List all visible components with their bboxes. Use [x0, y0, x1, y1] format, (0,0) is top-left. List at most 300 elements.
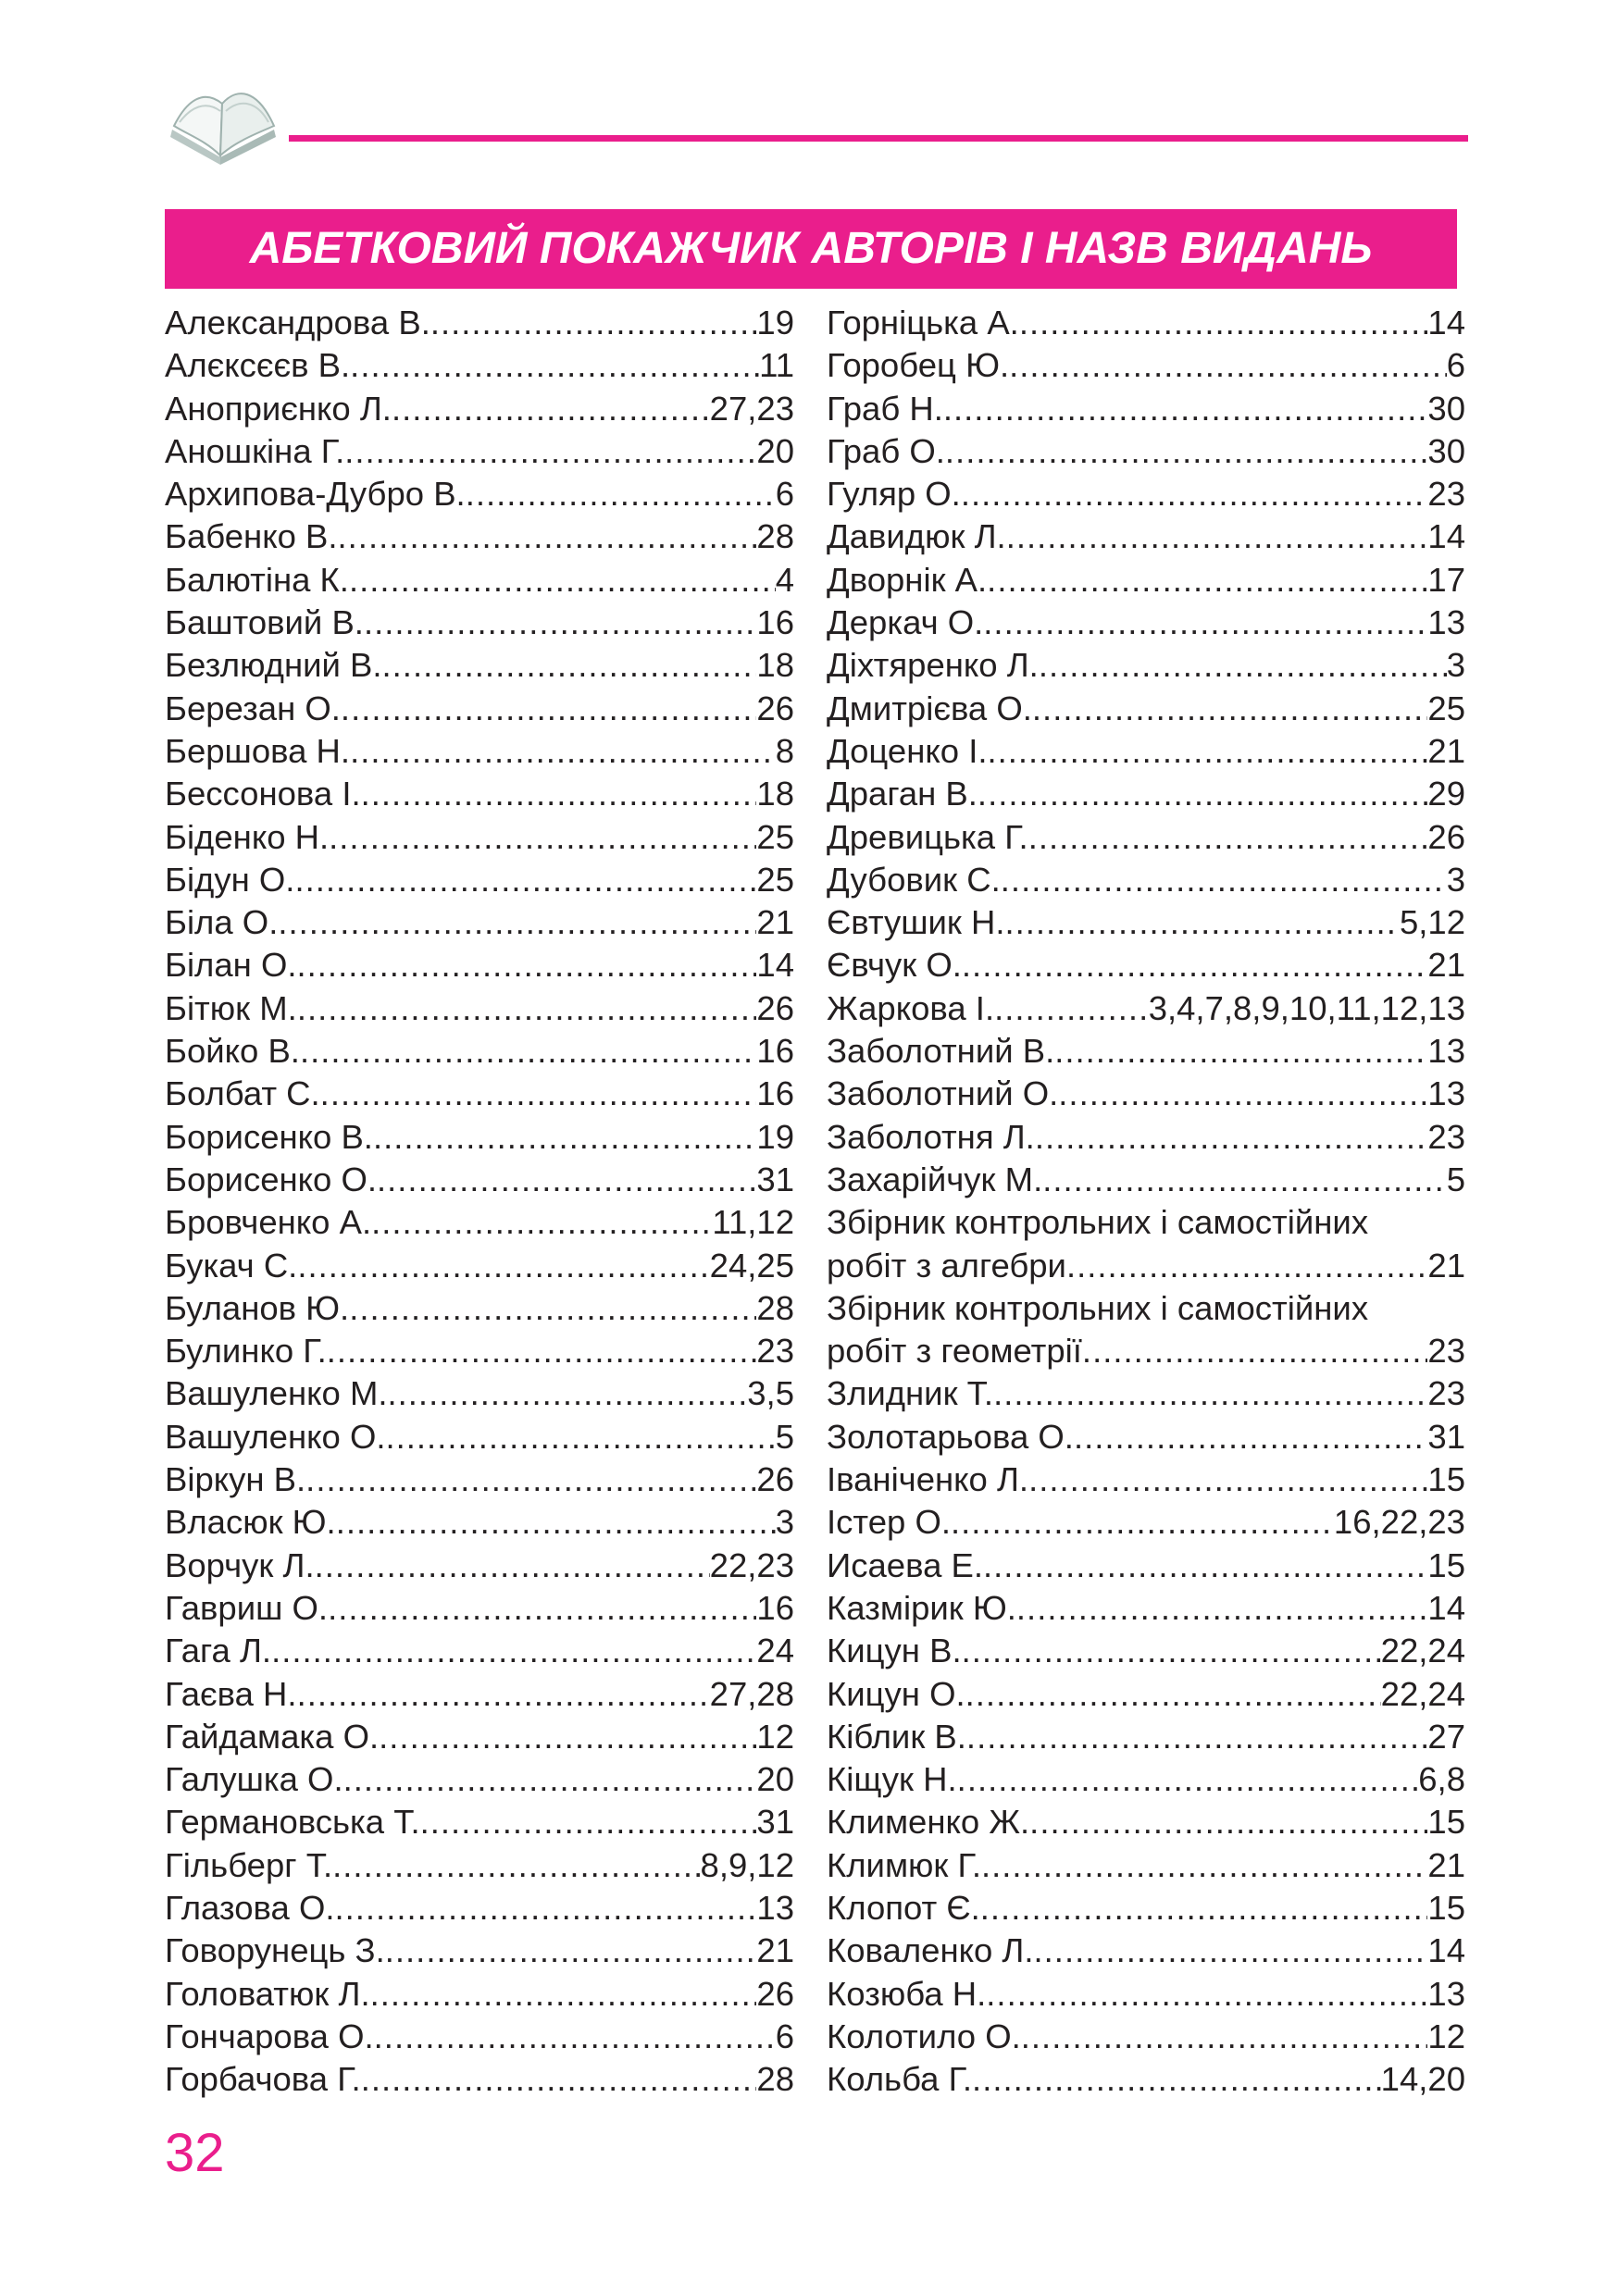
index-entry	[165, 688, 794, 730]
entry-pages: 21	[756, 903, 794, 942]
entry-pages: 13	[1427, 1032, 1465, 1071]
entry-pages: 22,23	[709, 1545, 794, 1584]
entry-pages: 3	[1446, 646, 1465, 685]
dot-leader	[392, 388, 710, 430]
dot-leader	[1019, 302, 1428, 344]
entry-name: Булинко Г.	[165, 1332, 327, 1371]
index-entry	[827, 773, 1465, 815]
dot-leader	[981, 1844, 1427, 1887]
index-entry	[827, 2058, 1465, 2101]
index-entry	[165, 773, 794, 815]
entry-pages: 16	[756, 1588, 794, 1627]
entry-name: Баштовий В.	[165, 603, 364, 642]
entry-pages: 14,20	[1380, 2060, 1465, 2099]
dot-leader	[341, 688, 756, 730]
dot-leader	[980, 1887, 1428, 1930]
entry-name: Глазова О.	[165, 1888, 335, 1927]
entry-pages: 28	[756, 517, 794, 556]
dot-leader	[329, 816, 756, 859]
index-entry	[165, 1844, 794, 1887]
entry-pages: 29	[1427, 775, 1465, 813]
dot-leader	[972, 2058, 1381, 2101]
index-entry	[165, 1287, 794, 1330]
entry-pages: 15	[1427, 1545, 1465, 1584]
entry-name: Древицька Г.	[827, 817, 1028, 856]
index-entry	[827, 1801, 1465, 1843]
entry-name: Граб О.	[827, 431, 945, 470]
entry-pages: 5	[1446, 1160, 1465, 1198]
entry-name: Климюк Г.	[827, 1845, 981, 1884]
index-entry	[827, 1073, 1465, 1115]
entry-pages: 31	[756, 1803, 794, 1842]
index-entry	[827, 602, 1465, 644]
dot-leader	[987, 730, 1427, 773]
entry-name: Бідун О.	[165, 860, 295, 899]
index-entry	[165, 1801, 794, 1843]
dot-leader	[957, 1758, 1419, 1801]
entry-name: Говорунець З.	[165, 1931, 385, 1970]
entry-pages: 20	[756, 1760, 794, 1799]
entry-name: Исаева Е.	[827, 1545, 983, 1584]
entry-pages: 3,4,7,8,9,10,11,12,13	[1148, 988, 1465, 1027]
dot-leader	[1039, 644, 1447, 687]
dot-leader	[951, 1501, 1334, 1544]
index-entry	[165, 730, 794, 773]
dot-leader	[344, 430, 756, 473]
index-entry	[827, 430, 1465, 473]
entry-pages: 19	[756, 304, 794, 341]
index-entry	[165, 1416, 794, 1458]
index-entry	[827, 1245, 1465, 1287]
dot-leader	[297, 1673, 710, 1716]
entry-pages: 13	[1427, 1974, 1465, 2013]
dot-leader	[350, 344, 759, 387]
entry-name: Германовська Т.	[165, 1803, 420, 1842]
entry-pages: 14	[1427, 1931, 1465, 1970]
index-entry	[827, 901, 1465, 944]
entry-pages: 28	[756, 1288, 794, 1327]
entry-name: Болбат С.	[165, 1074, 320, 1113]
entry-name: Істер О.	[827, 1503, 951, 1542]
index-entry	[827, 730, 1465, 773]
entry-pages: 25	[756, 860, 794, 899]
entry-pages: 27,28	[709, 1674, 794, 1713]
dot-leader	[374, 2016, 776, 2058]
entry-name: Біденко Н.	[165, 817, 330, 856]
dot-leader	[377, 1159, 756, 1201]
dot-leader	[315, 1545, 710, 1587]
dot-leader	[361, 2058, 757, 2101]
entry-name: Александрова В.	[165, 304, 430, 341]
entry-name: Деркач О.	[827, 603, 984, 642]
index-entry	[165, 944, 794, 987]
index-entry	[827, 1372, 1465, 1415]
entry-name: Борисенко О.	[165, 1160, 377, 1198]
entry-pages: 22,24	[1380, 1632, 1465, 1670]
dot-leader	[1035, 1116, 1428, 1159]
dot-leader	[350, 730, 776, 773]
index-entry	[827, 473, 1465, 515]
dot-leader	[1034, 1930, 1428, 1972]
dot-leader	[1006, 515, 1428, 558]
dot-leader	[300, 1030, 756, 1073]
entry-name: Жаркова І.	[827, 988, 995, 1027]
entry-pages: 12	[756, 1717, 794, 1756]
dot-leader	[385, 1930, 757, 1972]
entry-name: Бойко В.	[165, 1032, 300, 1071]
entry-name: Балютіна К.	[165, 560, 349, 599]
section-title: АБЕТКОВИЙ ПОКАЖЧИК АВТОРІВ І НАЗВ ВИДАНЬ	[165, 209, 1457, 289]
index-entry	[827, 344, 1465, 387]
index-entry	[165, 1159, 794, 1201]
entry-name: Дубовик С.	[827, 860, 1001, 899]
dot-leader	[420, 1801, 757, 1843]
entry-name: Біла О.	[165, 903, 279, 942]
entry-pages: 14	[756, 946, 794, 985]
dot-leader	[361, 773, 757, 815]
index-entry	[165, 602, 794, 644]
entry-name: Гільберг Т.	[165, 1845, 333, 1884]
index-entry	[165, 1887, 794, 1930]
entry-pages: 5	[775, 1417, 794, 1456]
dot-leader	[1032, 688, 1427, 730]
entry-name: Бессонова І.	[165, 775, 361, 813]
entry-pages: 11	[759, 346, 794, 385]
entry-pages: 4	[775, 560, 794, 599]
index-entry	[165, 1930, 794, 1972]
dot-leader	[349, 1287, 756, 1330]
entry-name: Захарійчук М.	[827, 1160, 1043, 1198]
entry-name: Клопот Є.	[827, 1888, 980, 1927]
index-entry	[165, 302, 794, 344]
index-entry	[165, 816, 794, 859]
entry-pages: 25	[756, 817, 794, 856]
entry-pages: 27,23	[709, 389, 794, 428]
entry-pages: 21	[1427, 946, 1465, 985]
index-entry	[827, 1630, 1465, 1672]
entry-pages: 30	[1427, 431, 1465, 470]
dot-leader	[1042, 1159, 1446, 1201]
entry-pages: 23	[1427, 1117, 1465, 1156]
dot-leader	[1029, 1801, 1427, 1843]
index-entry	[827, 1030, 1465, 1073]
index-entry	[827, 1844, 1465, 1887]
entry-pages: 21	[1427, 1246, 1465, 1285]
entry-name: Бабенко В.	[165, 517, 338, 556]
dot-leader	[343, 1758, 757, 1801]
entry-pages: 23	[1427, 475, 1465, 514]
index-entry	[827, 2016, 1465, 2058]
dot-leader	[1054, 1030, 1427, 1073]
entry-pages: 13	[1427, 603, 1465, 642]
index-entry	[165, 1245, 794, 1287]
entry-pages: 16,22,23	[1333, 1503, 1465, 1542]
index-entry	[165, 473, 794, 515]
index-entry	[165, 430, 794, 473]
index-entry	[165, 1372, 794, 1415]
index-entry	[165, 1073, 794, 1115]
index-entry	[165, 559, 794, 602]
index-entry	[165, 1716, 794, 1758]
index-entry	[827, 1887, 1465, 1930]
entry-name: Віркун В.	[165, 1460, 306, 1499]
entry-pages: 21	[756, 1931, 794, 1970]
dot-leader	[943, 388, 1428, 430]
dot-leader	[1016, 1587, 1427, 1630]
dot-leader	[965, 1673, 1381, 1716]
entry-pages: 31	[756, 1160, 794, 1198]
dot-leader	[1009, 344, 1447, 387]
index-entry	[165, 859, 794, 901]
index-entry	[827, 1545, 1465, 1587]
entry-pages: 8,9,12	[700, 1845, 794, 1884]
dot-leader	[1028, 816, 1428, 859]
entry-name: Горніцька А.	[827, 304, 1019, 341]
dot-leader	[278, 901, 756, 944]
entry-name: Золотарьова О.	[827, 1417, 1074, 1456]
entry-pages: 15	[1427, 1888, 1465, 1927]
index-entry	[827, 1758, 1465, 1801]
entry-pages: 21	[1427, 1845, 1465, 1884]
entry-name: Кіщук Н.	[827, 1760, 957, 1799]
index-entry	[165, 1330, 794, 1372]
index-entry	[165, 1501, 794, 1544]
entry-pages: 8	[775, 731, 794, 770]
index-entry	[827, 1587, 1465, 1630]
entry-name: Євчук О.	[827, 946, 962, 985]
index-entry	[827, 1330, 1465, 1372]
dot-leader	[328, 1587, 756, 1630]
entry-pages: 26	[756, 1974, 794, 2013]
index-entry	[827, 1416, 1465, 1458]
dot-leader	[373, 1116, 756, 1159]
dot-leader	[945, 430, 1427, 473]
index-entry	[165, 987, 794, 1030]
entry-name: Кольба Г.	[827, 2060, 973, 2099]
entry-pages: 16	[756, 1032, 794, 1071]
entry-pages: 23	[756, 1332, 794, 1371]
dot-leader	[294, 859, 756, 901]
entry-pages: 13	[1427, 1074, 1465, 1113]
dot-leader	[962, 1630, 1381, 1672]
index-entry	[827, 1673, 1465, 1716]
dot-leader	[382, 644, 757, 687]
entry-name: Клименко Ж.	[827, 1803, 1030, 1842]
dot-leader	[271, 1630, 756, 1672]
entry-pages: 26	[756, 988, 794, 1027]
index-entry	[827, 1458, 1465, 1501]
dot-leader	[978, 773, 1427, 815]
index-entry	[827, 302, 1465, 344]
dot-leader	[966, 1716, 1427, 1758]
entry-name: Граб Н.	[827, 389, 943, 428]
index-entry	[827, 644, 1465, 687]
index-entry	[165, 1116, 794, 1159]
entry-name: Галушка О.	[165, 1760, 343, 1799]
entry-name: Гаєва Н.	[165, 1674, 297, 1713]
dot-leader	[370, 1973, 757, 2016]
dot-leader	[327, 1330, 757, 1372]
entry-name: Гуляр О.	[827, 475, 961, 514]
dot-leader	[1001, 859, 1447, 901]
entry-name: Дмитрієва О.	[827, 689, 1032, 727]
entry-name: Іваніченко Л.	[827, 1460, 1029, 1499]
entry-pages: 17	[1427, 560, 1465, 599]
index-entry	[827, 1501, 1465, 1544]
entry-pages: 13	[756, 1888, 794, 1927]
entry-pages: 20	[756, 431, 794, 470]
entry-name: Власюк Ю.	[165, 1503, 336, 1542]
entry-name: Дворнік А.	[827, 560, 988, 599]
index-entry	[827, 388, 1465, 430]
entry-pages: 16	[756, 603, 794, 642]
index-column-left	[165, 302, 794, 2101]
index-entry	[827, 559, 1465, 602]
index-entry	[165, 1030, 794, 1073]
entry-pages: 26	[756, 689, 794, 727]
index-entry	[827, 1973, 1465, 2016]
entry-pages: 25	[1427, 689, 1465, 727]
index-entry	[165, 1201, 794, 1244]
index-entry	[165, 1758, 794, 1801]
entry-name: Колотило О.	[827, 2017, 1021, 2055]
index-entry	[165, 388, 794, 430]
entry-name: Бітюк М.	[165, 988, 297, 1027]
index-entry	[827, 688, 1465, 730]
entry-name: Кицун В.	[827, 1632, 962, 1670]
index-entry	[165, 2016, 794, 2058]
header-rule	[289, 135, 1468, 142]
entry-pages: 3	[1446, 860, 1465, 899]
index-entry	[165, 1973, 794, 2016]
dot-leader	[987, 559, 1427, 602]
entry-pages: 28	[756, 2060, 794, 2099]
dot-leader	[983, 602, 1427, 644]
entry-name: Горобец Ю.	[827, 346, 1010, 385]
entry-pages: 12	[1427, 2017, 1465, 2055]
entry-pages: 6	[775, 2017, 794, 2055]
entry-name: Козюба Н.	[827, 1974, 987, 2013]
entry-pages: 24	[756, 1632, 794, 1670]
dot-leader	[305, 1458, 756, 1501]
entry-pages: 15	[1427, 1803, 1465, 1842]
entry-name: Кіблик В.	[827, 1717, 966, 1756]
index-entry	[827, 816, 1465, 859]
entry-name: Бровченко А.	[165, 1203, 372, 1242]
entry-pages: 18	[756, 646, 794, 685]
entry-pages: 14	[1427, 304, 1465, 341]
entry-name: Гончарова О.	[165, 2017, 374, 2055]
entry-name: Алєксєєв В.	[165, 346, 351, 385]
entry-name: Березан О.	[165, 689, 341, 727]
dot-leader	[334, 1887, 756, 1930]
dot-leader	[430, 302, 757, 344]
entry-pages: 5,12	[1399, 903, 1465, 942]
dot-leader	[379, 1716, 756, 1758]
dot-leader	[364, 602, 756, 644]
entry-name: Головатюк Л.	[165, 1974, 370, 2013]
index-entry	[165, 2058, 794, 2101]
entry-name: Вашуленко М.	[165, 1374, 388, 1413]
entry-name: Букач С.	[165, 1246, 298, 1285]
dot-leader	[388, 1372, 748, 1415]
dot-leader	[297, 987, 757, 1030]
entry-name: Євтушик Н.	[827, 903, 1005, 942]
index-entry	[165, 1545, 794, 1587]
dot-leader	[1028, 1458, 1427, 1501]
entry-pages: 26	[1427, 817, 1465, 856]
entry-name: Ворчук Л.	[165, 1545, 315, 1584]
entry-name: Гага Л.	[165, 1632, 272, 1670]
entry-name: Драган В.	[827, 775, 978, 813]
index-entry	[827, 1930, 1465, 1972]
entry-pages: 22,24	[1380, 1674, 1465, 1713]
index-entry	[827, 944, 1465, 987]
entry-pages: 21	[1427, 731, 1465, 770]
dot-leader	[332, 1844, 700, 1887]
entry-name: Аношкіна Г.	[165, 431, 345, 470]
entry-name: Злидник Т.	[827, 1374, 994, 1413]
entry-name: Казмірик Ю.	[827, 1588, 1016, 1627]
index-entry	[827, 987, 1465, 1030]
dot-leader	[994, 987, 1149, 1030]
entry-pages: 6	[775, 475, 794, 514]
index-entry	[827, 1159, 1465, 1201]
entry-pages: 23	[1427, 1332, 1465, 1371]
entry-pages: 31	[1427, 1417, 1465, 1456]
dot-leader	[1021, 2016, 1428, 2058]
entry-name: Заболотня Л.	[827, 1117, 1035, 1156]
index-entry	[165, 1630, 794, 1672]
dot-leader	[297, 944, 757, 987]
entry-name: Коваленко Л.	[827, 1931, 1034, 1970]
entry-pages: 24,25	[709, 1246, 794, 1285]
entry-name: Давидюк Л.	[827, 517, 1006, 556]
entry-pages: 26	[756, 1460, 794, 1499]
index-entry	[165, 344, 794, 387]
entry-name: Доценко І.	[827, 731, 988, 770]
entry-name: Аноприєнко Л.	[165, 389, 392, 428]
index-entry	[165, 1587, 794, 1630]
dot-leader	[986, 1973, 1427, 2016]
entry-pages: 30	[1427, 389, 1465, 428]
entry-pages: 14	[1427, 1588, 1465, 1627]
entry-pages: 16	[756, 1074, 794, 1113]
entry-pages: 3,5	[747, 1374, 794, 1413]
index-entry	[827, 859, 1465, 901]
index-column-right	[827, 302, 1465, 2101]
entry-pages: 6,8	[1418, 1760, 1465, 1799]
entry-name: Гайдамака О.	[165, 1717, 380, 1756]
dot-leader	[371, 1201, 712, 1244]
index-entry	[165, 1673, 794, 1716]
entry-name: Борисенко В.	[165, 1117, 373, 1156]
entry-pages: 18	[756, 775, 794, 813]
dot-leader	[993, 1372, 1427, 1415]
dot-leader	[962, 944, 1427, 987]
dot-leader	[1082, 1330, 1427, 1372]
index-entry	[165, 515, 794, 558]
entry-name: Кицун О.	[827, 1674, 965, 1713]
dot-leader	[466, 473, 776, 515]
dot-leader	[961, 473, 1428, 515]
entry-pages: 11,12	[712, 1203, 794, 1242]
entry-pages: 23	[1427, 1374, 1465, 1413]
index-entry-title-line: Збірник контрольних і самостійних	[827, 1203, 1369, 1242]
dot-leader	[349, 559, 776, 602]
dot-leader	[336, 1501, 776, 1544]
dot-leader	[338, 515, 757, 558]
